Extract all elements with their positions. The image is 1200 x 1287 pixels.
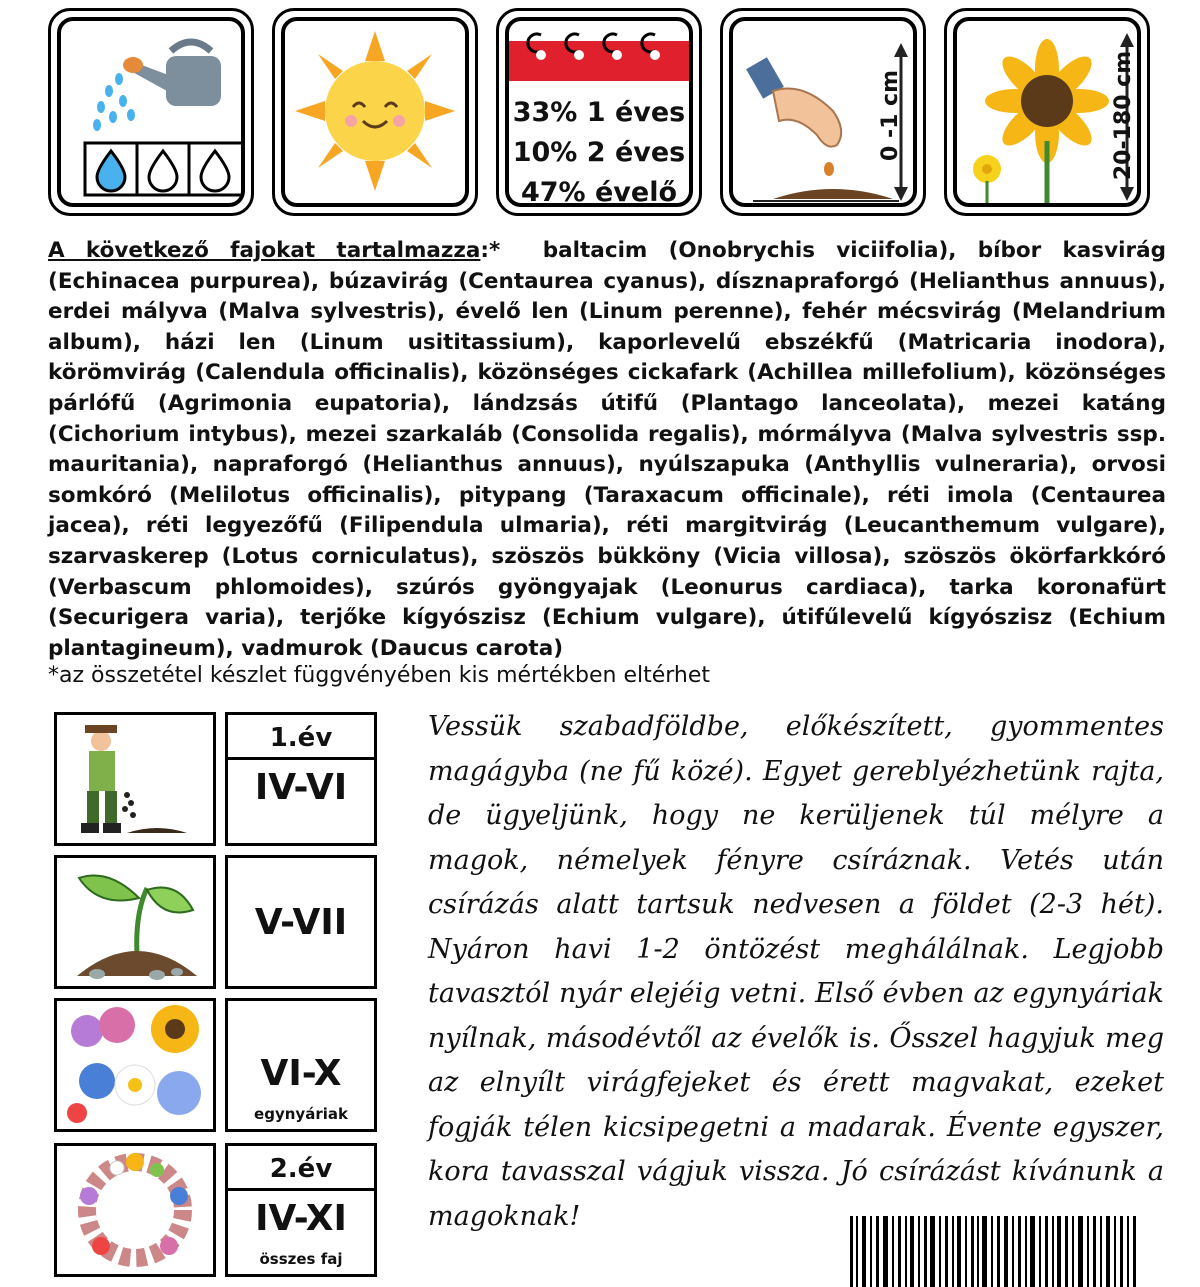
year-1-header: 1.év: [228, 715, 374, 760]
barcode: [850, 1216, 1138, 1287]
year-2-header: 2.év: [228, 1146, 374, 1191]
sowing-image: [54, 712, 216, 846]
all-bloom-period: IV-XI: [255, 1198, 347, 1239]
sowing-depth-label: 0 -1 cm: [878, 69, 904, 162]
sprouting-period-box: [225, 855, 377, 989]
composition-note: *az összetétel készlet függvényében kis mértékben eltérhet: [48, 663, 711, 688]
sowing-instructions: Vessük szabadföldbe, előkészített, gyommentes magágyba (ne fű közé). Egyet gereblyézhetünk rajta, de ügyeljünk, hogy ne kerüljenek túl mélyre a magok, némelyek fényre csíráznak. Vetés után csírázás alatt tartsuk nedvesen a földet (2-3 hét). Nyáron havi 1-2 öntözést meghálálnak. Legjobb tavasztól nyár elejéig vetni. Első évben az egynyáriak nyílnak, másodévtől az évelők is. Ősszel hagyjuk meg az elnyílt virágfejeket és érett magvakat, ezeket fogják télen kicsipegetni a madarak. Évente egyszer, kora tavasszal vágjuk vissza. Jó csírázást kívánunk a magoknak!: [428, 711, 1164, 1232]
watering-can-icon: [61, 21, 245, 207]
sowing-period-box: [225, 712, 377, 846]
lifecycle-biennial: 10% 2 éves: [512, 137, 686, 168]
lifecycle-card: [496, 8, 702, 216]
sprouting-period: V-VII: [254, 902, 348, 943]
lifecycle-perennial: 47% évelő: [520, 177, 678, 207]
water-drop-outline-icon: [149, 151, 177, 191]
all-bloom-sub: összes faj: [259, 1250, 343, 1268]
species-list: [48, 236, 1166, 664]
sowing-depth-card: [720, 8, 926, 216]
sun-icon: [285, 21, 469, 207]
annual-bloom-image: [54, 998, 216, 1132]
sowing-period: IV-VI: [254, 767, 348, 808]
species-names: baltacim (Onobrychis viciifolia), bíbor kasvirág (Echinacea purpurea), búzavirág (Centaurea cyanus), dísznapraforgó (Helianthus annuus), erdei mályva (Malva sylvestris), évelő len (Linum perenne), fehér mécsvirág (Melandrium album), házi len (Linum usititassium), kaporlevelű ebszékfű (Matricaria inodora), körömvirág (Calendula officinalis), közönséges cickafark (Achillea millefolium), közönséges párlófű (Agrimonia eupatoria), lándzsás útifű (Plantago lanceolata), mezei katáng (Cichorium intybus), mezei szarkaláb (Consolida regalis), mórmályva (Malva sylvestris ssp. mauritania), napraforgó (Helianthus annuus), nyúlszapuka (Anthyllis vulneraria), orvosi somkóró (Melilotus officinalis), pitypang (Taraxacum officinale), réti imola (Centaurea jacea), réti legyezőfű (Filipendula ulmaria), réti margitvirág (Leucanthemum vulgare), szarvaskerep (Lotus corniculatus), szöszös bükköny (Vicia villosa), szöszös ökörfarkkóró (Verbascum phlomoides), szúrós gyöngyajak (Leonurus cardiaca), tarka koronafürt (Securigera varia), terjőke kígyószisz (Echium vulgare), útifűlevelű kígyószisz (Echium plantagineum), vadmurok (Daucus carota): [48, 238, 1166, 661]
gardener-sowing-icon: [57, 715, 213, 843]
height-card: [944, 8, 1150, 216]
annual-bloom-period: VI-X: [260, 1053, 342, 1094]
all-bloom-image: [54, 1143, 216, 1277]
species-heading: A következő fajokat tartalmazza: [48, 238, 481, 263]
flower-wreath-icon: [57, 1146, 213, 1274]
all-bloom-period-box: [225, 1143, 377, 1277]
annual-flowers-icon: [57, 1001, 213, 1129]
water-drop-filled-icon: [97, 151, 125, 191]
lifecycle-annual: 33% 1 éves: [512, 97, 686, 128]
annual-bloom-period-box: [225, 998, 377, 1132]
sun-card: [272, 8, 478, 216]
annual-bloom-sub: egynyáriak: [254, 1105, 348, 1123]
species-heading-suffix: :*: [480, 238, 501, 263]
seedling-icon: [57, 858, 213, 986]
water-drop-outline-icon: [201, 151, 229, 191]
height-label: 20-180 cm: [1111, 50, 1137, 181]
watering-card: [48, 8, 254, 216]
calendar-icon: [509, 21, 693, 91]
sprouting-image: [54, 855, 216, 989]
lifecycle-percentages: [509, 93, 689, 207]
